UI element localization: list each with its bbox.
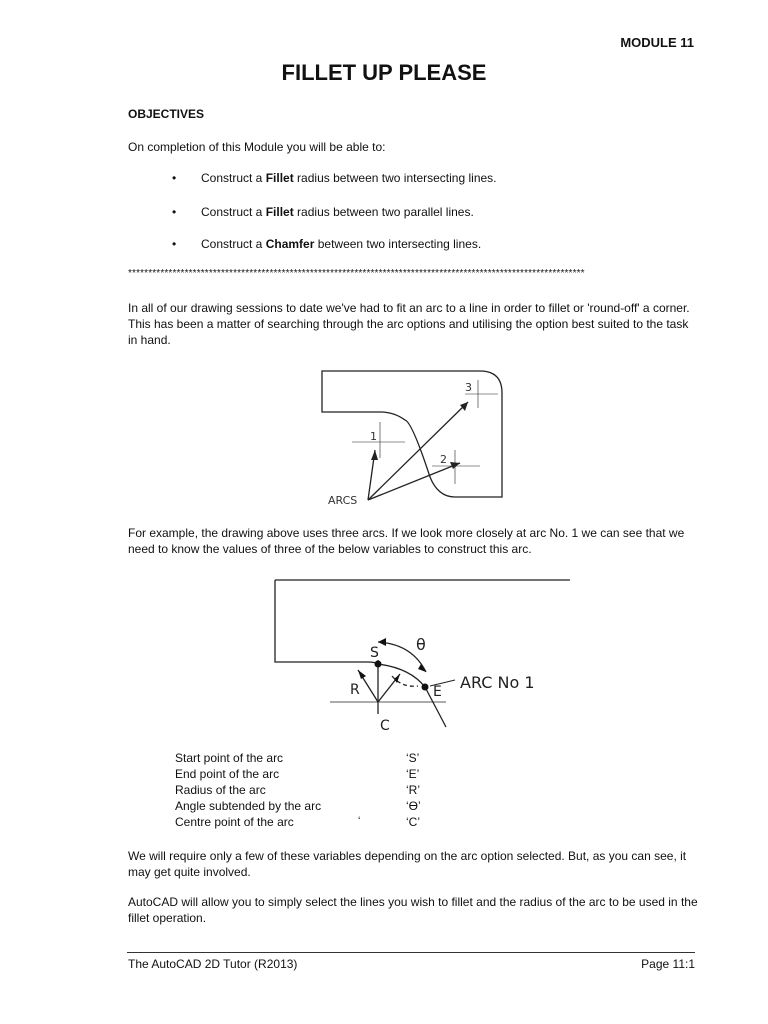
variable-label: Centre point of the arc xyxy=(175,815,294,829)
bullet-text-bold: Fillet xyxy=(265,171,294,185)
module-label: MODULE 11 xyxy=(620,35,694,50)
centre-point-label: C xyxy=(380,718,390,734)
bullet-icon: • xyxy=(172,237,177,251)
variable-code: ‘R’ xyxy=(406,783,420,797)
arc-label-1: 1 xyxy=(370,430,377,443)
arcs-label: ARCS xyxy=(328,494,358,507)
footer-book-title: The AutoCAD 2D Tutor (R2013) xyxy=(128,957,298,971)
bullet-text-bold: Fillet xyxy=(265,205,294,219)
example-paragraph: For example, the drawing above uses three arcs. If we look more closely at arc No. 1 we can see that we need to know the values of three of the below variables to construct this arc. xyxy=(128,526,685,556)
radius-label: R xyxy=(350,682,360,698)
bullet-text-pre: Construct a xyxy=(201,237,266,251)
page-title: FILLET UP PLEASE xyxy=(281,60,487,85)
variable-code: ‘E’ xyxy=(406,767,420,781)
objective-bullet-3 xyxy=(172,237,481,251)
theta-label: θ xyxy=(416,635,426,654)
variables-paragraph: We will require only a few of these variables depending on the arc option selected. But, as you can see, it may get quite involved. xyxy=(128,849,687,879)
stray-tick-mark: ‘ xyxy=(358,815,361,827)
autocad-paragraph: AutoCAD will allow you to simply select the lines you wish to fillet and the radius of the arc to be used in the fillet operation. xyxy=(128,895,698,925)
bullet-text-post: between two intersecting lines. xyxy=(314,237,482,251)
variable-code: ‘C’ xyxy=(406,815,420,829)
end-point-label: E xyxy=(433,684,442,700)
arc-no-1-label: ARC No 1 xyxy=(460,673,535,692)
variable-label: Radius of the arc xyxy=(175,783,266,797)
variable-label: Angle subtended by the arc xyxy=(175,799,322,813)
bullet-text-pre: Construct a xyxy=(201,205,266,219)
bullet-text-pre: Construct a xyxy=(201,171,266,185)
bullet-text-bold: Chamfer xyxy=(265,237,315,251)
arc-label-2: 2 xyxy=(440,453,447,466)
asterisk-divider: ***************************************************************************************************************** xyxy=(128,268,585,279)
objectives-heading: OBJECTIVES xyxy=(128,107,205,121)
objective-bullet-1 xyxy=(172,171,497,185)
variable-code: ‘ϴ’ xyxy=(406,799,421,813)
variable-code: ‘S’ xyxy=(406,751,420,765)
variable-label: End point of the arc xyxy=(175,767,280,781)
objective-bullet-2 xyxy=(172,205,474,219)
variable-label: Start point of the arc xyxy=(175,751,284,765)
footer-divider xyxy=(127,952,695,953)
arc-detail-figure xyxy=(270,572,570,742)
bullet-text-post: radius between two intersecting lines. xyxy=(293,171,497,185)
bullet-text-post: radius between two parallel lines. xyxy=(293,205,474,219)
arc-label-3: 3 xyxy=(465,381,472,394)
footer-page-number: Page 11:1 xyxy=(641,957,695,971)
fillet-drawing-figure xyxy=(310,362,530,512)
bullet-icon: • xyxy=(172,171,177,185)
bullet-icon: • xyxy=(172,205,177,219)
objectives-intro: On completion of this Module you will be able to: xyxy=(128,140,386,154)
start-point-label: S xyxy=(370,645,379,661)
intro-paragraph: In all of our drawing sessions to date we've had to fit an arc to a line in order to fillet or 'round-off' a corner. This has been a matter of searching through the arc options and utilising the option best suited to the task in hand. xyxy=(128,301,690,347)
